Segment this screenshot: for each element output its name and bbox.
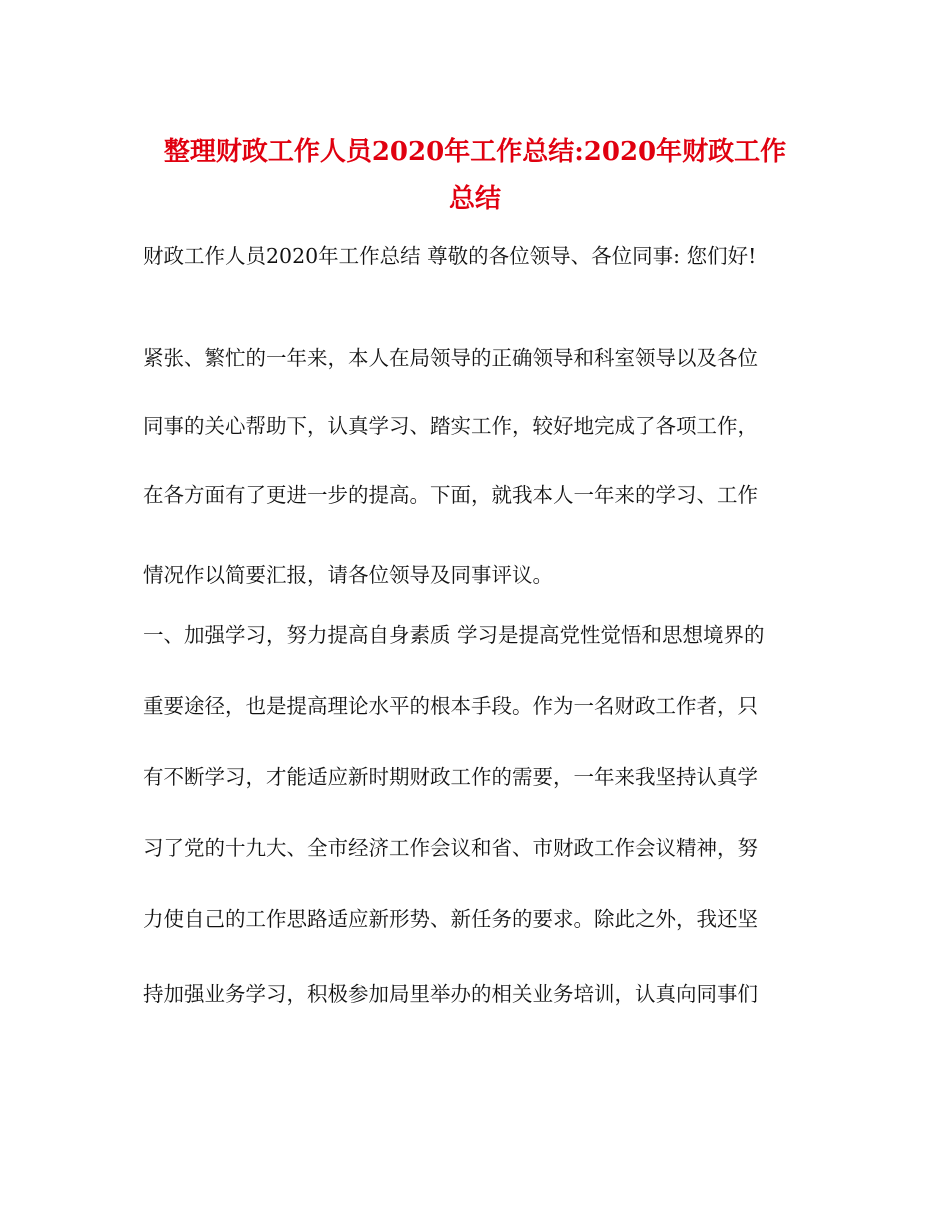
body-line-7: 重要途径，也是提高理论水平的根本手段。作为一名财政工作者，只 — [143, 694, 758, 718]
body-line-5: 情况作以简要汇报，请各位领导及同事评议。 — [143, 563, 553, 587]
body-line-6: 一、加强学习，努力提高自身素质 学习是提高党性觉悟和思想境界的 — [143, 623, 765, 647]
body-line-1: 财政工作人员2020年工作总结 尊敬的各位领导、各位同事: 您们好! — [143, 244, 757, 268]
body-line-3: 同事的关心帮助下，认真学习、踏实工作，较好地完成了各项工作， — [143, 414, 758, 438]
body-line-4: 在各方面有了更进一步的提高。下面，就我本人一年来的学习、工作 — [143, 483, 758, 507]
body-line-2: 紧张、繁忙的一年来，本人在局领导的正确领导和科室领导以及各位 — [143, 346, 758, 370]
body-line-8: 有不断学习，才能适应新时期财政工作的需要，一年来我坚持认真学 — [143, 765, 758, 789]
body-line-10: 力使自己的工作思路适应新形势、新任务的要求。除此之外，我还坚 — [143, 907, 758, 931]
document-title-line-1: 整理财政工作人员2020年工作总结:2020年财政工作 — [163, 137, 787, 167]
body-line-11: 持加强业务学习，积极参加局里举办的相关业务培训，认真向同事们 — [143, 982, 758, 1006]
document-title-line-2: 总结 — [448, 184, 501, 214]
body-line-9: 习了党的十九大、全市经济工作会议和省、市财政工作会议精神，努 — [143, 836, 758, 860]
